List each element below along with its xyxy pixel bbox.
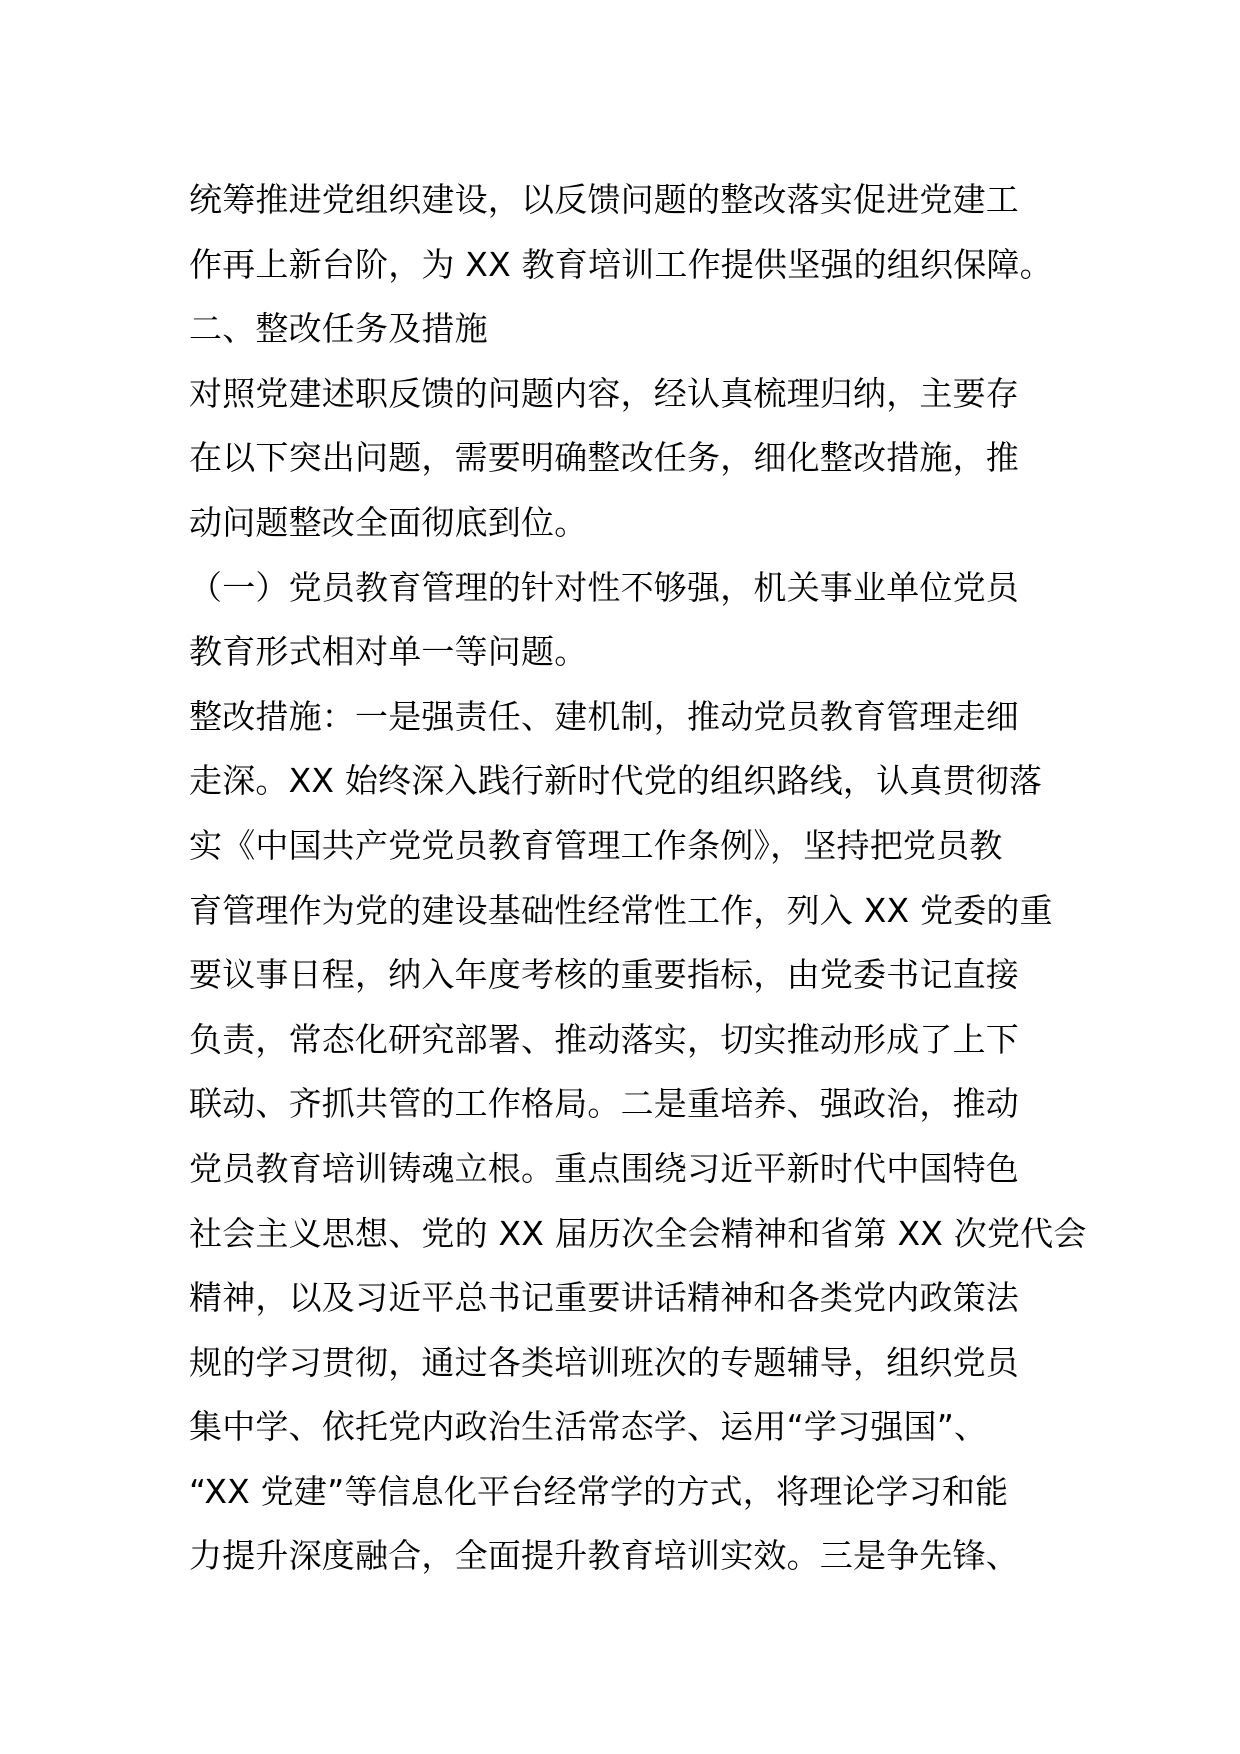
text-line: 对照党建述职反馈的问题内容，经认真梳理归纳，主要存 — [189, 373, 1019, 413]
subsection-heading: （一）党员教育管理的针对性不够强，机关事业单位党员 — [189, 567, 1019, 607]
text-line: 在以下突出问题，需要明确整改任务，细化整改措施，推 — [189, 438, 1019, 478]
text-line: 统筹推进党组织建设，以反馈问题的整改落实促进党建工 — [189, 180, 1019, 219]
text-line: 走深。XX 始终深入践行新时代党的组织路线，认真贯彻落 — [189, 761, 1043, 801]
text-line: 规的学习贯彻，通过各类培训班次的专题辅导，组织党员 — [189, 1342, 1019, 1382]
text-line: “XX 党建”等信息化平台经常学的方式，将理论学习和能 — [189, 1471, 1009, 1511]
text-line: 精神，以及习近平总书记重要讲话精神和各类党内政策法 — [189, 1278, 1019, 1318]
text-line: 联动、齐抓共管的工作格局。二是重培养、强政治，推动 — [189, 1084, 1019, 1124]
body-text — [189, 168, 1087, 1589]
text-line: 作再上新台阶，为 XX 教育培训工作提供坚强的组织保障。 — [189, 244, 1053, 284]
text-line: 动问题整改全面彻底到位。 — [189, 502, 588, 542]
text-line: 力提升深度融合，全面提升教育培训实效。三是争先锋、 — [189, 1536, 1019, 1576]
subsection-heading: 教育形式相对单一等问题。 — [189, 632, 588, 672]
text-line: 育管理作为党的建设基础性经常性工作，列入 XX 党委的重 — [189, 890, 1053, 930]
text-line: 党员教育培训铸魂立根。重点围绕习近平新时代中国特色 — [189, 1148, 1019, 1188]
text-line: 要议事日程，纳入年度考核的重要指标，由党委书记直接 — [189, 955, 1019, 995]
text-line: 集中学、依托党内政治生活常态学、运用“学习强国”、 — [189, 1407, 988, 1447]
text-line: 负责，常态化研究部署、推动落实，切实推动形成了上下 — [189, 1019, 1019, 1059]
text-line: 实《中国共产党党员教育管理工作条例》，坚持把党员教 — [189, 825, 1003, 865]
section-heading: 二、整改任务及措施 — [189, 309, 488, 349]
text-line: 社会主义思想、党的 XX 届历次全会精神和省第 XX 次党代会 — [189, 1213, 1087, 1253]
text-line: 整改措施：一是强责任、建机制，推动党员教育管理走细 — [189, 696, 1019, 736]
